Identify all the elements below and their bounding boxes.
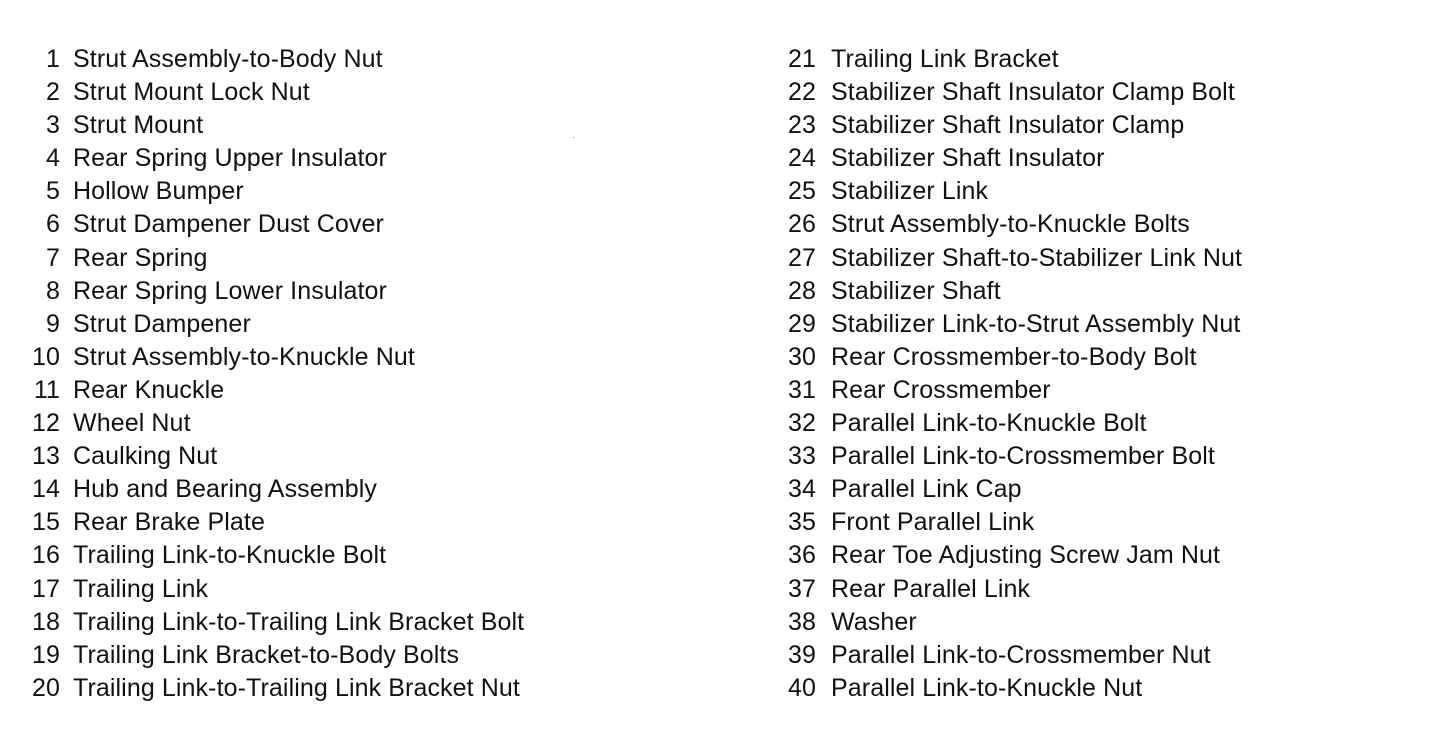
legend-item [20, 244, 524, 277]
legend-item-label: Hub and Bearing Assembly [73, 475, 377, 504]
legend-item-number: 25 [787, 177, 816, 206]
legend-item [778, 641, 1242, 674]
legend-item-number: 34 [787, 475, 816, 504]
legend-item-label: Trailing Link-to-Trailing Link Bracket Bolt [73, 607, 525, 636]
legend-item-number: 28 [787, 276, 816, 305]
legend-item [778, 376, 1242, 409]
legend-item [778, 608, 1242, 641]
legend-item-label: Parallel Link-to-Knuckle Bolt [831, 409, 1147, 438]
legend-item [20, 641, 524, 674]
scan-speck [573, 137, 574, 138]
legend-item [778, 442, 1242, 475]
legend-item [20, 45, 524, 78]
legend-item-number: 35 [787, 508, 816, 537]
legend-item [778, 45, 1242, 78]
legend-item-number: 17 [31, 574, 60, 603]
legend-item-label: Hollow Bumper [73, 177, 244, 206]
legend-item-number: 21 [787, 45, 816, 73]
legend-item [778, 78, 1242, 111]
legend-item-label: Strut Assembly-to-Knuckle Nut [73, 342, 415, 371]
legend-item-number: 1 [45, 45, 60, 73]
legend-item [20, 508, 524, 541]
legend-item-label: Parallel Link-to-Crossmember Bolt [831, 442, 1215, 471]
legend-item-number: 16 [31, 541, 60, 570]
legend-item [20, 177, 524, 210]
legend-item [20, 608, 524, 641]
legend-item-label: Parallel Link-to-Knuckle Nut [831, 673, 1143, 702]
legend-item-number: 40 [787, 673, 816, 702]
legend-item [778, 310, 1242, 343]
legend-item-number: 30 [787, 342, 816, 371]
legend-item [20, 674, 524, 707]
legend-item-label: Parallel Link-to-Crossmember Nut [831, 640, 1211, 669]
legend-item-number: 32 [787, 409, 816, 438]
legend-item [778, 210, 1242, 243]
legend-item-number: 37 [787, 574, 816, 603]
legend-item-label: Rear Crossmember-to-Body Bolt [831, 342, 1197, 371]
legend-item-label: Trailing Link Bracket-to-Body Bolts [73, 640, 460, 669]
legend-item-number: 9 [45, 309, 60, 338]
legend-item [778, 177, 1242, 210]
legend-item [20, 210, 524, 243]
legend-item-number: 39 [787, 640, 816, 669]
legend-item-label: Rear Parallel Link [831, 574, 1031, 603]
legend-item-number: 22 [787, 78, 816, 107]
legend-item [778, 674, 1242, 707]
legend-item-number: 3 [45, 111, 60, 140]
legend-item-number: 5 [45, 177, 60, 206]
legend-item [20, 575, 524, 608]
legend-item [778, 244, 1242, 277]
legend-item-number: 14 [31, 475, 60, 504]
legend-item-label: Stabilizer Shaft [831, 276, 1001, 305]
legend-column-right [778, 45, 1242, 707]
legend-item [20, 541, 524, 574]
legend-item [778, 508, 1242, 541]
legend-item-number: 2 [45, 78, 60, 107]
legend-item [20, 310, 524, 343]
legend-item [20, 144, 524, 177]
legend-item-number: 18 [31, 607, 60, 636]
legend-item-label: Rear Spring [73, 243, 208, 272]
legend-item-label: Rear Spring Lower Insulator [73, 276, 387, 305]
legend-item-label: Stabilizer Shaft-to-Stabilizer Link Nut [831, 243, 1243, 272]
legend-item-label: Stabilizer Link-to-Strut Assembly Nut [831, 309, 1241, 338]
parts-legend [0, 45, 1456, 715]
legend-item-label: Strut Dampener Dust Cover [73, 210, 384, 239]
legend-item [778, 277, 1242, 310]
legend-item-label: Strut Dampener [73, 309, 251, 338]
legend-item-label: Stabilizer Shaft Insulator Clamp [831, 111, 1185, 140]
legend-item-number: 10 [31, 342, 60, 371]
legend-item-label: Strut Mount Lock Nut [73, 78, 310, 107]
legend-item [778, 111, 1242, 144]
legend-item-number: 13 [31, 442, 60, 471]
legend-item-number: 8 [45, 276, 60, 305]
legend-item-number: 20 [31, 673, 60, 702]
legend-item [20, 376, 524, 409]
legend-item-label: Rear Knuckle [73, 375, 225, 404]
legend-item-number: 38 [787, 607, 816, 636]
legend-item-label: Stabilizer Shaft Insulator [831, 144, 1105, 173]
legend-item-number: 19 [31, 640, 60, 669]
legend-item [20, 78, 524, 111]
legend-item-label: Trailing Link-to-Trailing Link Bracket Nut [73, 673, 520, 702]
legend-item [778, 475, 1242, 508]
legend-item-number: 15 [31, 508, 60, 537]
legend-item-label: Trailing Link-to-Knuckle Bolt [73, 541, 387, 570]
legend-item-number: 36 [787, 541, 816, 570]
legend-item [778, 541, 1242, 574]
legend-item-label: Rear Toe Adjusting Screw Jam Nut [831, 541, 1221, 570]
legend-item-number: 31 [787, 375, 816, 404]
legend-item-number: 29 [787, 309, 816, 338]
legend-item [20, 409, 524, 442]
legend-item [20, 277, 524, 310]
legend-item [20, 343, 524, 376]
legend-item-label: Front Parallel Link [831, 508, 1035, 537]
legend-item-label: Strut Mount [73, 111, 204, 140]
legend-item-number: 26 [787, 210, 816, 239]
legend-item [20, 475, 524, 508]
legend-item-number: 12 [31, 409, 60, 438]
legend-item [778, 343, 1242, 376]
legend-item-label: Rear Spring Upper Insulator [73, 144, 387, 173]
legend-item [20, 442, 524, 475]
legend-item [20, 111, 524, 144]
legend-item-label: Wheel Nut [73, 409, 191, 438]
legend-item-label: Parallel Link Cap [831, 475, 1022, 504]
legend-item-label: Washer [831, 607, 917, 636]
legend-item-label: Strut Assembly-to-Body Nut [73, 45, 383, 73]
legend-item-number: 33 [787, 442, 816, 471]
legend-item-number: 7 [45, 243, 60, 272]
legend-item-label: Strut Assembly-to-Knuckle Bolts [831, 210, 1190, 239]
legend-item-label: Rear Crossmember [831, 375, 1051, 404]
legend-item-label: Trailing Link [73, 574, 209, 603]
legend-item-label: Rear Brake Plate [73, 508, 265, 537]
legend-item [778, 575, 1242, 608]
legend-item-number: 11 [33, 375, 60, 404]
legend-item-number: 24 [787, 144, 816, 173]
legend-column-left [20, 45, 524, 707]
legend-item-number: 27 [787, 243, 816, 272]
legend-item-label: Stabilizer Shaft Insulator Clamp Bolt [831, 78, 1235, 107]
legend-item-number: 23 [787, 111, 816, 140]
legend-item-number: 6 [45, 210, 60, 239]
legend-item-label: Stabilizer Link [831, 177, 989, 206]
legend-item-number: 4 [45, 144, 60, 173]
legend-item-label: Trailing Link Bracket [831, 45, 1059, 73]
legend-item [778, 144, 1242, 177]
legend-item-label: Caulking Nut [73, 442, 218, 471]
legend-item [778, 409, 1242, 442]
